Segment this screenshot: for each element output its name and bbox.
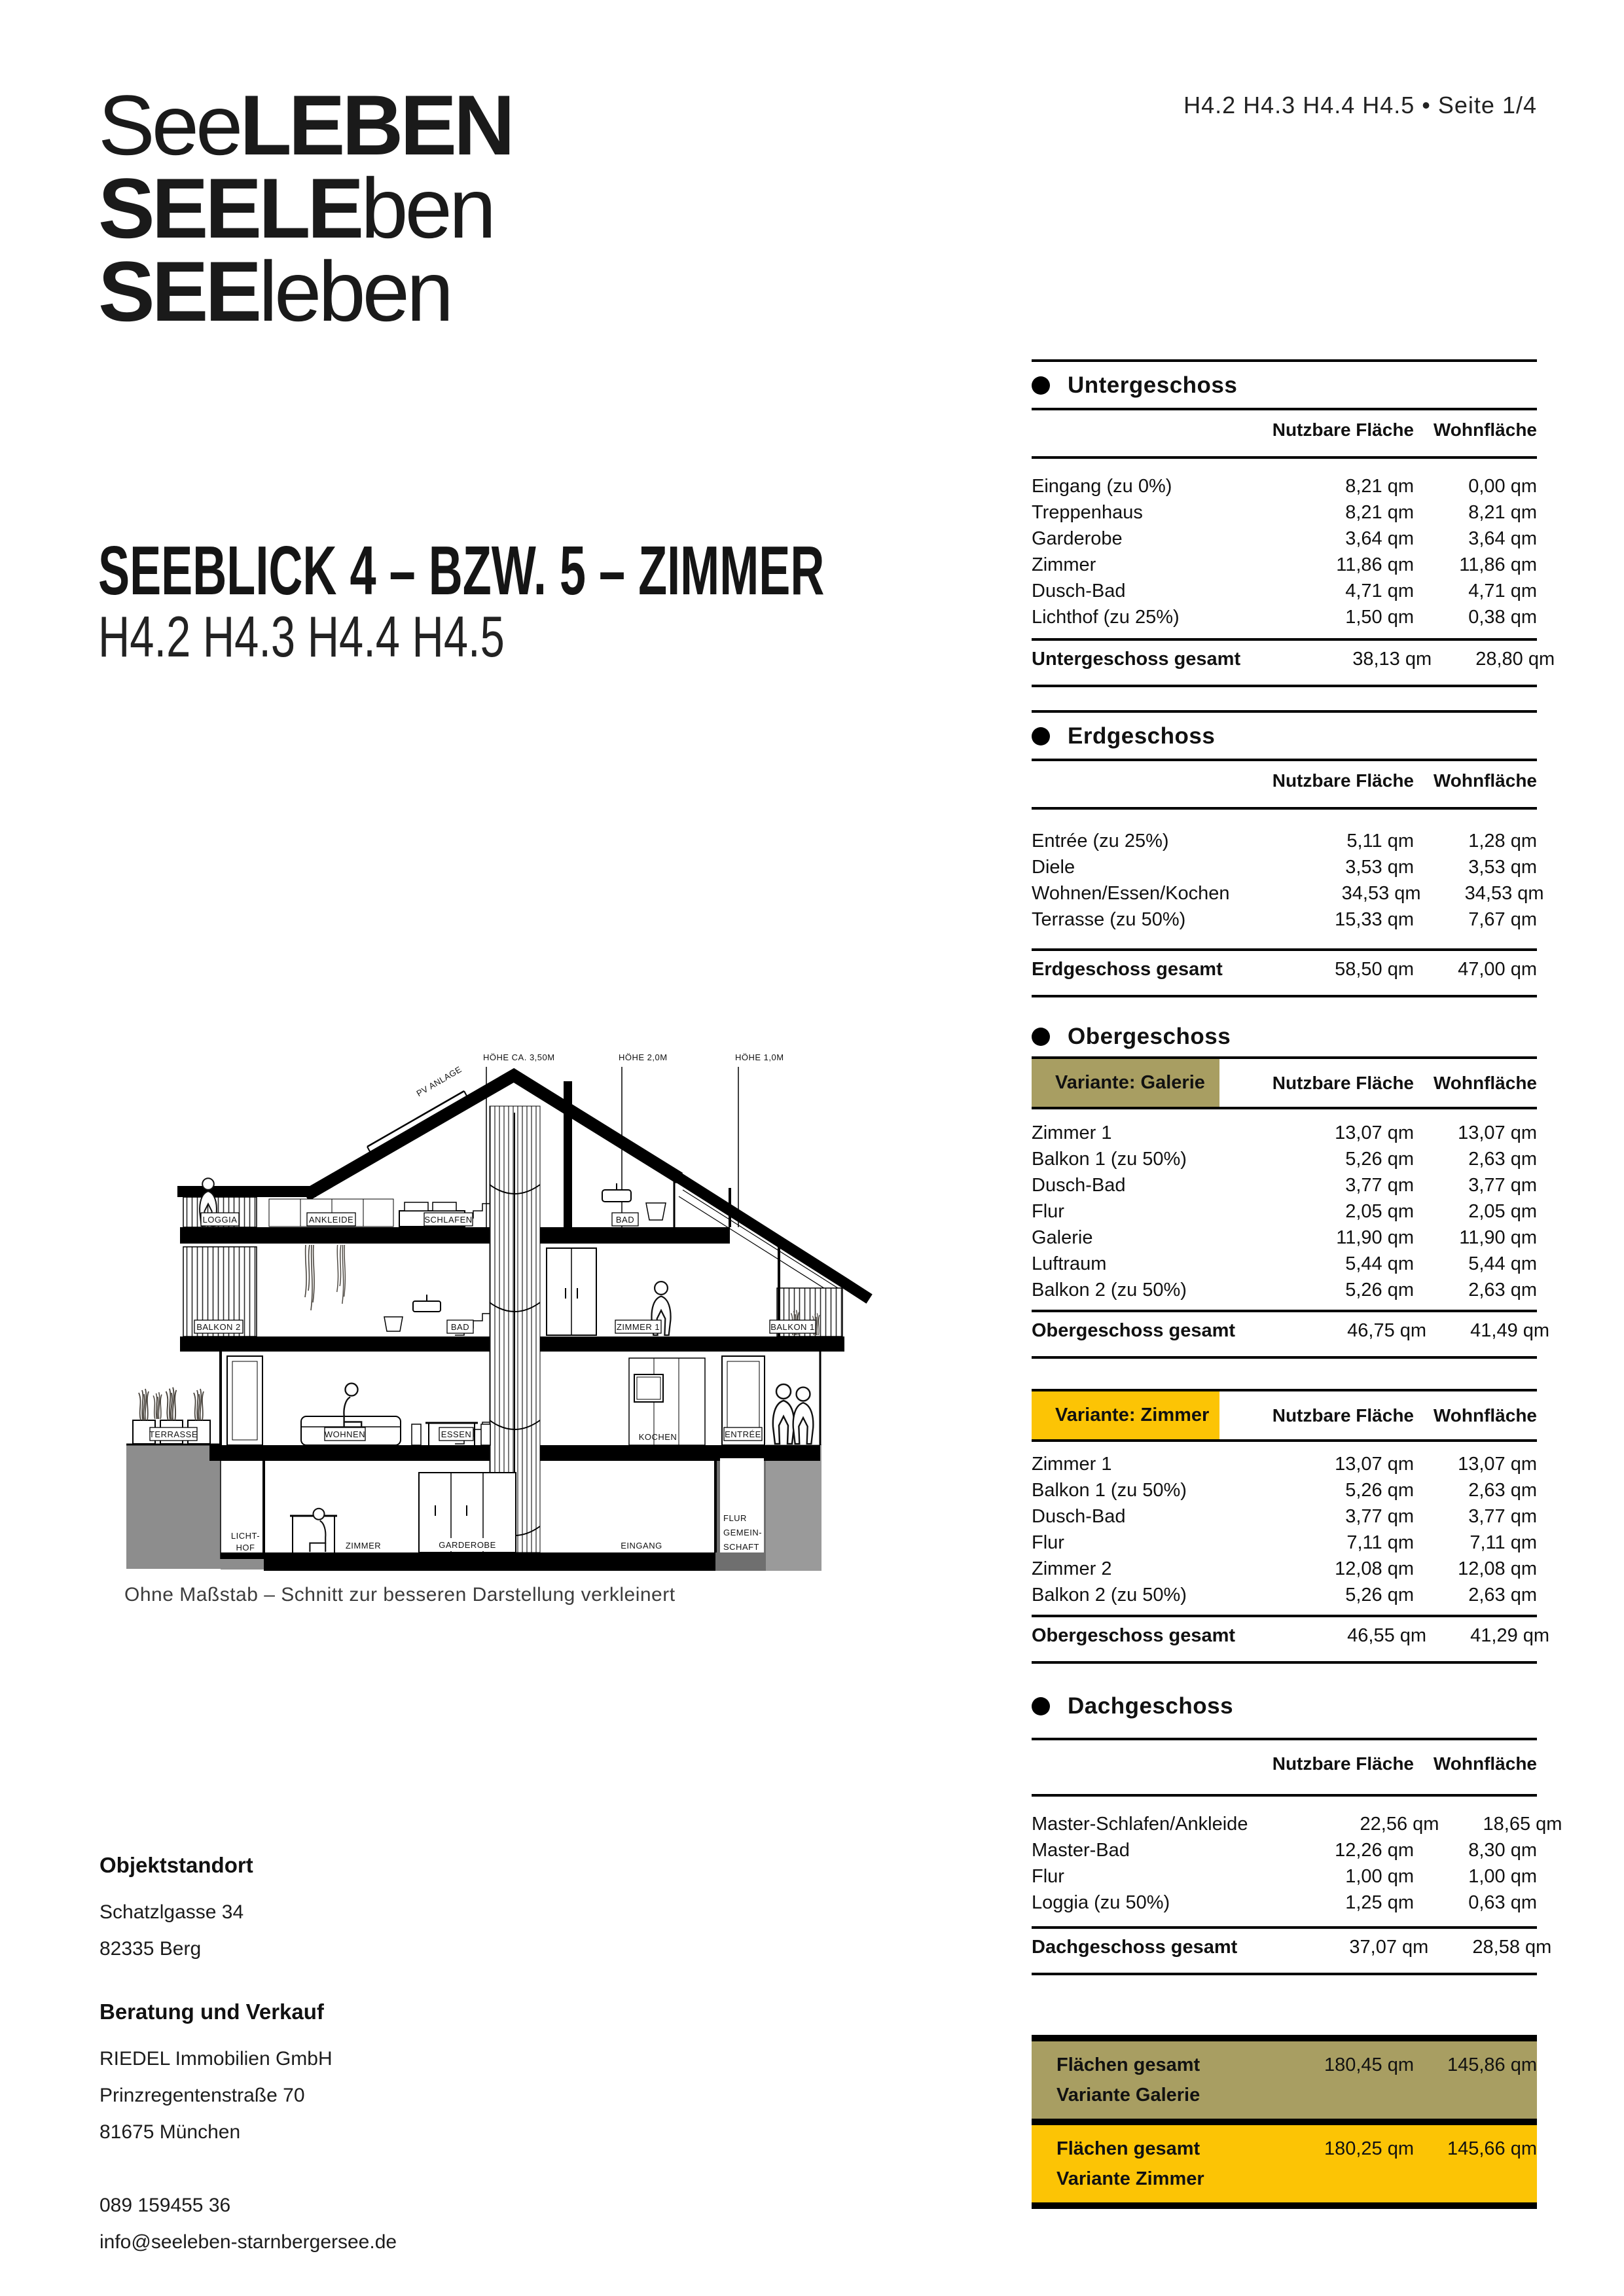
total-band-label: Flächen gesamt [1056,2054,1200,2075]
room-label-zimmer-ug: ZIMMER [345,1541,382,1551]
table-row [1032,828,1537,854]
row-value: 0,38 qm [1468,606,1537,628]
logo-word-part: leben [259,243,451,339]
divider [1032,995,1537,997]
total-band-value: 180,45 qm [1324,2054,1414,2075]
row-value: 3,53 qm [1468,856,1537,878]
logo-line-2 [98,160,512,256]
col-header-wohnflaeche: Wohnfläche [1433,770,1537,791]
row-value: 13,07 qm [1458,1122,1537,1143]
row-value: 5,26 qm [1345,1279,1414,1300]
table-row [1032,1251,1537,1277]
logo-word-part: ben [361,160,494,256]
total-label: Untergeschoss gesamt [1032,649,1241,670]
room-label-wohnen: WOHNEN [324,1429,366,1439]
table-row [1032,604,1537,630]
row-value: 11,86 qm [1336,554,1414,575]
divider-bar [1032,2202,1537,2209]
row-value: 11,86 qm [1459,554,1537,575]
person-entrance-2 [793,1388,814,1444]
section-title: Dachgeschoss [1068,1693,1234,1719]
row-value: 11,90 qm [1336,1227,1414,1248]
toilet-og [384,1317,403,1331]
col-header-nutzbare: Nutzbare Fläche [1272,420,1414,440]
row-label: Galerie [1032,1227,1093,1248]
location-address-line: 82335 Berg [99,1938,202,1960]
bullet-icon [1032,727,1050,745]
pv-panel [371,1098,468,1154]
flur-gemeinschaft-room [720,1458,764,1552]
total-band-value: 145,86 qm [1447,2054,1537,2075]
total-value: 46,55 qm [1347,1625,1427,1646]
table-row [1032,1811,1562,1837]
row-label: Zimmer 1 [1032,1453,1112,1475]
location-address-line: Schatzlgasse 34 [99,1901,244,1923]
row-label: Luftraum [1032,1253,1107,1274]
row-label: Zimmer 2 [1032,1558,1112,1579]
col-header-nutzbare: Nutzbare Fläche [1272,1405,1414,1426]
oven [634,1374,663,1402]
row-value: 18,65 qm [1483,1813,1562,1835]
height-annotation-3: HÖHE 1,0M [735,1052,784,1062]
table-row [1032,1477,1537,1503]
row-value: 2,63 qm [1468,1148,1537,1170]
section-total [1032,1617,1550,1661]
variant-header [1032,1059,1537,1107]
row-value: 8,21 qm [1345,475,1414,497]
row-label: Lichthof (zu 25%) [1032,606,1180,628]
row-value: 34,53 qm [1464,882,1544,904]
email-address: info@seeleben-starnbergersee.de [99,2231,397,2253]
total-band-zimmer [1032,2125,1537,2202]
room-label-schlafen: SCHLAFEN [424,1215,473,1225]
total-band-galerie [1032,2041,1537,2119]
total-label: Erdgeschoss gesamt [1032,959,1223,980]
bullet-icon [1032,1697,1050,1715]
table-row [1032,578,1537,604]
logo-line-1 [98,77,512,173]
row-value: 3,77 qm [1468,1505,1537,1527]
row-value: 3,77 qm [1468,1174,1537,1196]
table-section-obergeschoss-galerie [1032,1021,1550,1359]
row-value: 2,63 qm [1468,1479,1537,1501]
row-value: 3,77 qm [1345,1174,1414,1196]
row-value: 7,11 qm [1470,1532,1537,1553]
row-label: Terrasse (zu 50%) [1032,908,1186,930]
row-value: 8,21 qm [1345,501,1414,523]
row-value: 12,08 qm [1335,1558,1414,1579]
row-value: 13,07 qm [1335,1453,1414,1475]
row-value: 5,26 qm [1345,1148,1414,1170]
section-header [1032,1021,1537,1056]
row-label: Balkon 1 (zu 50%) [1032,1148,1187,1170]
row-value: 12,08 qm [1458,1558,1537,1579]
row-label: Balkon 2 (zu 50%) [1032,1279,1187,1300]
page-title: SEEBLICK 4 – BZW. 5 – ZIMMER [98,532,825,609]
row-label: Master-Bad [1032,1839,1130,1861]
row-label: Dusch-Bad [1032,1174,1126,1196]
col-header-nutzbare: Nutzbare Fläche [1272,770,1414,791]
table-section-dachgeschoss [1032,1679,1562,1975]
room-label-flur-3: SCHAFT [723,1542,759,1552]
row-label: Flur [1032,1200,1064,1222]
total-label: Obergeschoss gesamt [1032,1625,1236,1646]
col-header-nutzbare: Nutzbare Fläche [1272,1753,1414,1774]
table-row [1032,880,1544,906]
room-label-flur-2: GEMEIN- [723,1528,763,1537]
row-value: 5,44 qm [1468,1253,1537,1274]
row-value: 34,53 qm [1341,882,1421,904]
col-header-wohnflaeche: Wohnfläche [1433,420,1537,440]
section-total [1032,951,1537,995]
ground-under-lichthof [221,1559,264,1570]
row-value: 15,33 qm [1335,908,1414,930]
row-label: Garderobe [1032,528,1123,549]
table-row [1032,1277,1537,1303]
row-value: 7,67 qm [1468,908,1537,930]
row-value: 5,26 qm [1345,1479,1414,1501]
total-band-value: 180,25 qm [1324,2138,1414,2159]
row-value: 7,11 qm [1346,1532,1414,1553]
table-row [1032,552,1537,578]
row-value: 1,28 qm [1468,830,1537,852]
column-headers [1032,1740,1537,1794]
col-header-wohnflaeche: Wohnfläche [1433,1072,1537,1093]
table-rows [1032,1109,1537,1310]
row-value: 5,44 qm [1345,1253,1414,1274]
table-rows [1032,1442,1537,1615]
variant-badge-galerie: Variante: Galerie [1032,1059,1219,1107]
row-value: 1,50 qm [1345,606,1414,628]
col-header-nutzbare: Nutzbare Fläche [1272,1072,1414,1093]
contact-block [99,1852,397,2261]
total-value: 37,07 qm [1349,1937,1429,1958]
row-value: 22,56 qm [1360,1813,1439,1835]
section-title: Obergeschoss [1068,1024,1231,1049]
sales-city: 81675 München [99,2121,241,2143]
column-headers [1032,761,1537,807]
table-section-obergeschoss-zimmer [1032,1389,1550,1664]
variant-badge-zimmer: Variante: Zimmer [1032,1391,1219,1439]
table-rows [1032,810,1544,948]
row-value: 1,00 qm [1468,1865,1537,1887]
sink-og [413,1301,441,1312]
row-label: Loggia (zu 50%) [1032,1892,1170,1913]
logo-word-part: See [98,77,240,173]
row-value: 2,63 qm [1468,1584,1537,1605]
page-header-pagination: H4.2 H4.3 H4.4 H4.5 • Seite 1/4 [1183,92,1537,118]
room-label-entree: ENTRÉE [725,1429,761,1439]
table-row [1032,1837,1537,1863]
row-label: Wohnen/Essen/Kochen [1032,882,1230,904]
total-value: 46,75 qm [1347,1320,1427,1341]
slab-dachgeschoss [180,1227,730,1244]
row-value: 11,90 qm [1459,1227,1537,1248]
row-label: Zimmer [1032,554,1096,575]
total-label: Dachgeschoss gesamt [1032,1937,1238,1958]
row-value: 0,63 qm [1468,1892,1537,1913]
divider-bar [1032,2035,1537,2041]
table-row [1032,499,1537,526]
row-label: Dusch-Bad [1032,1505,1126,1527]
sink-dg [602,1190,631,1202]
row-value: 8,21 qm [1468,501,1537,523]
row-label: Flur [1032,1865,1064,1887]
divider [1032,1356,1537,1359]
total-band-variant: Variante Galerie [1056,2085,1200,2106]
table-rows [1032,459,1537,638]
divider [1032,685,1537,687]
row-value: 1,25 qm [1345,1892,1414,1913]
building-section-drawing [49,1021,920,1610]
section-title: Untergeschoss [1068,372,1238,398]
row-label: Treppenhaus [1032,501,1143,523]
row-value: 3,64 qm [1468,528,1537,549]
section-header [1032,362,1537,408]
row-value: 0,00 qm [1468,475,1537,497]
table-row [1032,1120,1537,1146]
table-section-erdgeschoss [1032,710,1544,997]
location-heading: Objektstandort [99,1853,253,1877]
room-label-essen: ESSEN [441,1429,472,1439]
room-label-balkon2: BALKON 2 [196,1322,241,1332]
col-header-wohnflaeche: Wohnfläche [1433,1753,1537,1774]
row-label: Eingang (zu 0%) [1032,475,1172,497]
table-section-untergeschoss [1032,359,1555,687]
height-annotation-1: HÖHE CA. 3,50M [483,1052,555,1062]
pv-label: PV ANLAGE [414,1064,463,1099]
row-label: Zimmer 1 [1032,1122,1112,1143]
section-total [1032,1312,1550,1356]
room-label-loggia: LOGGIA [202,1215,238,1225]
row-value: 8,30 qm [1468,1839,1537,1861]
table-row [1032,854,1537,880]
row-value: 2,05 qm [1468,1200,1537,1222]
table-row [1032,1451,1537,1477]
room-label-lichthof-1: LICHT- [230,1531,261,1541]
room-label-ankleide: ANKLEIDE [308,1215,354,1225]
row-value: 4,71 qm [1468,580,1537,601]
row-value: 13,07 qm [1335,1122,1414,1143]
wall-ridge [564,1081,572,1227]
room-label-bad-og: BAD [450,1322,470,1332]
divider-bar [1032,2119,1537,2125]
row-value: 1,00 qm [1345,1865,1414,1887]
logo-line-3 [98,243,512,339]
drawing-caption: Ohne Maßstab – Schnitt zur besseren Darstellung verkleinert [124,1584,676,1605]
room-label-terrasse: TERRASSE [149,1429,198,1439]
table-row [1032,526,1537,552]
table-row [1032,473,1537,499]
row-value: 3,64 qm [1345,528,1414,549]
divider [1032,1973,1537,1975]
planter-bad [646,1203,666,1220]
slab-untergeschoss [264,1552,715,1571]
total-value: 47,00 qm [1458,959,1537,980]
row-label: Master-Schlafen/Ankleide [1032,1813,1248,1835]
room-label-flur-1: FLUR [723,1513,747,1523]
phone-number: 089 159455 36 [99,2195,231,2216]
room-label-bad-dg: BAD [615,1215,635,1225]
total-value: 58,50 qm [1335,959,1414,980]
room-label-balkon1: BALKON 1 [770,1322,815,1332]
table-row [1032,1225,1537,1251]
table-row [1032,1863,1537,1890]
logo-word-part: LEBEN [240,77,512,173]
total-band-label: Flächen gesamt [1056,2138,1200,2159]
section-header [1032,713,1537,759]
row-value: 2,05 qm [1345,1200,1414,1222]
row-value: 3,53 qm [1345,856,1414,878]
section-total [1032,1929,1552,1973]
section-title: Erdgeschoss [1068,723,1216,749]
sales-street: Prinzregentenstraße 70 [99,2085,305,2106]
table-row [1032,1146,1537,1172]
total-value: 28,58 qm [1472,1937,1552,1958]
row-value: 2,63 qm [1468,1279,1537,1300]
grand-totals [1032,2035,1537,2209]
sales-heading: Beratung und Verkauf [99,2000,324,2024]
person-entrance-1 [773,1384,794,1444]
row-label: Entrée (zu 25%) [1032,830,1169,852]
table-row [1032,1530,1537,1556]
table-row [1032,1172,1537,1198]
section-total [1032,641,1555,685]
total-value: 28,80 qm [1475,649,1555,670]
total-band-value: 145,66 qm [1447,2138,1537,2159]
table-row [1032,1890,1537,1916]
sales-company: RIEDEL Immobilien GmbH [99,2048,333,2070]
total-band-variant: Variante Zimmer [1056,2168,1204,2189]
room-label-garderobe: GARDEROBE [439,1540,496,1550]
row-label: Dusch-Bad [1032,580,1126,601]
logo-word-part: SEE [98,243,259,339]
bullet-icon [1032,376,1050,395]
row-label: Balkon 1 (zu 50%) [1032,1479,1187,1501]
table-row [1032,1503,1537,1530]
ground-right [766,1444,821,1571]
room-label-zimmer1: ZIMMER 1 [616,1322,660,1332]
room-label-eingang: EINGANG [621,1541,662,1551]
row-label: Flur [1032,1532,1064,1553]
row-label: Balkon 2 (zu 50%) [1032,1584,1187,1605]
total-value: 41,29 qm [1470,1625,1550,1646]
table-row [1032,906,1537,933]
roof-loggia-flat [177,1186,316,1197]
divider [1032,1661,1537,1664]
room-label-lichthof-2: HOF [236,1543,255,1552]
row-value: 5,26 qm [1345,1584,1414,1605]
height-annotation-2: HÖHE 2,0M [619,1052,668,1062]
total-value: 41,49 qm [1470,1320,1550,1341]
table-row [1032,1556,1537,1582]
total-label: Obergeschoss gesamt [1032,1320,1236,1341]
row-value: 5,11 qm [1346,830,1414,852]
total-value: 38,13 qm [1352,649,1432,670]
row-label: Diele [1032,856,1075,878]
column-headers [1032,410,1537,456]
table-rows [1032,1797,1562,1926]
row-value: 4,71 qm [1345,580,1414,601]
table-row [1032,1198,1537,1225]
variant-header [1032,1391,1537,1439]
ground-left [126,1445,221,1569]
row-value: 3,77 qm [1345,1505,1414,1527]
table-row [1032,1582,1537,1608]
logo [98,77,512,339]
section-header [1032,1679,1537,1738]
row-value: 13,07 qm [1458,1453,1537,1475]
bullet-icon [1032,1028,1050,1046]
page-subtitle: H4.2 H4.3 H4.4 H4.5 [98,604,505,669]
logo-word-part: SEELE [98,160,361,256]
room-label-kochen: KOCHEN [638,1432,677,1442]
col-header-wohnflaeche: Wohnfläche [1433,1405,1537,1426]
row-value: 12,26 qm [1335,1839,1414,1861]
